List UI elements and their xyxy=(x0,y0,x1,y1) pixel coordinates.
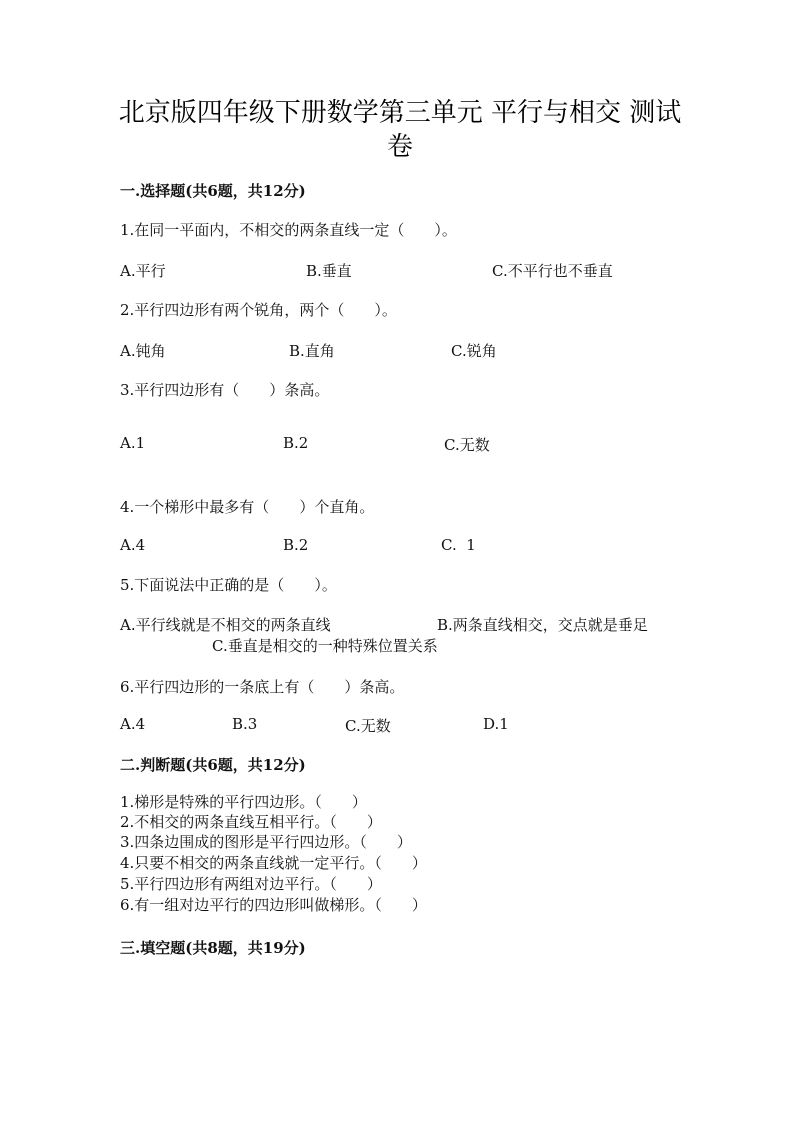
section-heading-fill-blank: 三.填空题(共8题，共19分) xyxy=(120,939,306,957)
option-d[interactable]: D.1 xyxy=(483,715,509,733)
question-stem: 4.一个梯形中最多有（ ）个直角。 xyxy=(120,498,375,516)
true-false-item: 3.四条边围成的图形是平行四边形。（ ） xyxy=(120,833,412,851)
option-b[interactable]: B.直角 xyxy=(289,342,335,360)
true-false-item: 1.梯形是特殊的平行四边形。（ ） xyxy=(120,793,367,811)
option-b[interactable]: B.垂直 xyxy=(306,262,352,280)
question-stem: 2.平行四边形有两个锐角，两个（ ）。 xyxy=(120,301,397,319)
option-b[interactable]: B.3 xyxy=(232,715,258,733)
question-stem: 3.平行四边形有（ ）条高。 xyxy=(120,381,330,399)
option-b[interactable]: B.2 xyxy=(283,536,309,554)
section-heading-true-false: 二.判断题(共6题，共12分) xyxy=(120,756,306,774)
true-false-item: 6.有一组对边平行的四边形叫做梯形。（ ） xyxy=(120,896,427,914)
page-title-line1: 北京版四年级下册数学第三单元 平行与相交 测试 xyxy=(118,98,682,128)
option-a[interactable]: A.平行 xyxy=(120,262,166,280)
question-stem: 6.平行四边形的一条底上有（ ）条高。 xyxy=(120,678,405,696)
option-c[interactable]: C.锐角 xyxy=(451,342,497,360)
question-stem: 5.下面说法中正确的是（ ）。 xyxy=(120,576,337,594)
option-a[interactable]: A.4 xyxy=(120,715,146,733)
option-c[interactable]: C.无数 xyxy=(444,436,490,454)
option-a[interactable]: A.钝角 xyxy=(120,342,166,360)
page-title-line2: 卷 xyxy=(386,132,413,162)
option-a[interactable]: A.4 xyxy=(120,536,146,554)
option-c[interactable]: C. 1 xyxy=(441,536,476,554)
option-b[interactable]: B.两条直线相交，交点就是垂足 xyxy=(437,616,648,634)
option-c[interactable]: C.垂直是相交的一种特殊位置关系 xyxy=(212,637,438,655)
section-heading-choice: 一.选择题(共6题，共12分) xyxy=(120,182,306,200)
true-false-item: 2.不相交的两条直线互相平行。（ ） xyxy=(120,813,382,831)
question-stem: 1.在同一平面内，不相交的两条直线一定（ ）。 xyxy=(120,221,457,239)
option-a[interactable]: A.平行线就是不相交的两条直线 xyxy=(120,616,331,634)
option-b[interactable]: B.2 xyxy=(283,434,309,452)
true-false-item: 4.只要不相交的两条直线就一定平行。（ ） xyxy=(120,854,427,872)
option-c[interactable]: C.不平行也不垂直 xyxy=(492,262,613,280)
option-c[interactable]: C.无数 xyxy=(345,717,391,735)
true-false-item: 5.平行四边形有两组对边平行。（ ） xyxy=(120,875,382,893)
option-a[interactable]: A.1 xyxy=(120,434,146,452)
